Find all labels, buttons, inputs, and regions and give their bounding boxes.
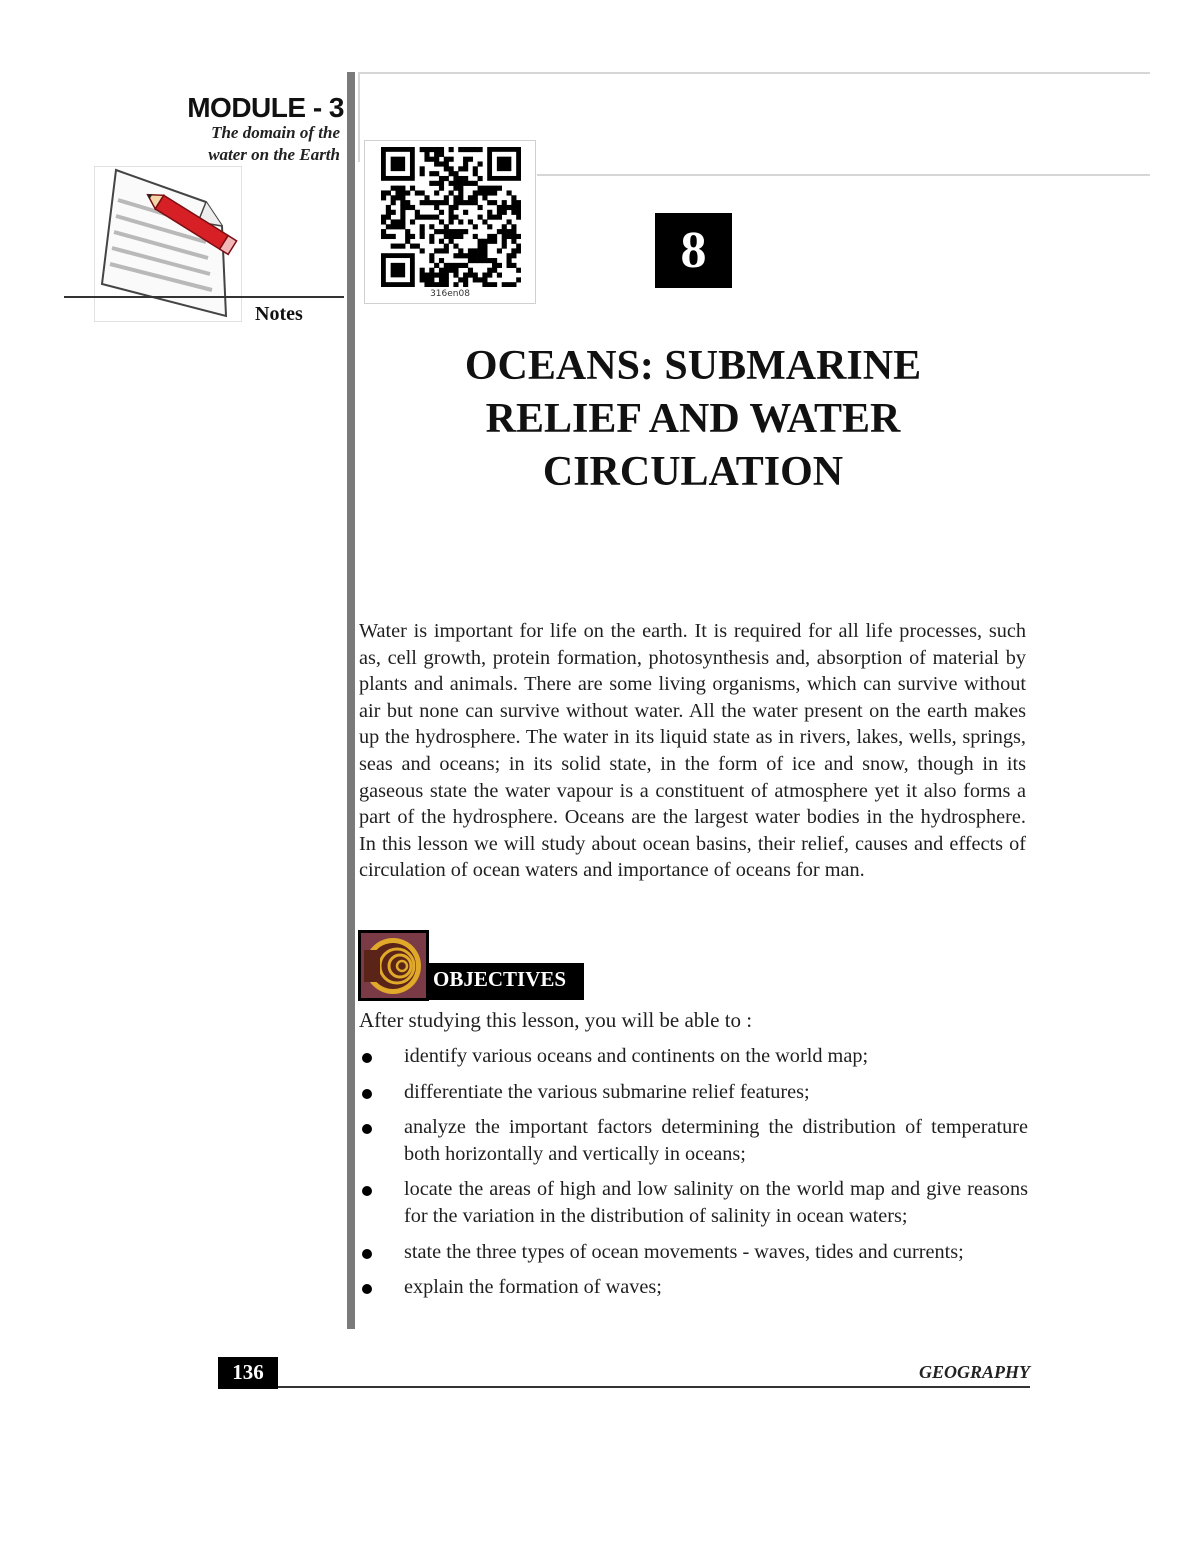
qr-code-box (364, 140, 536, 304)
module-title: MODULE - 3 (187, 92, 344, 123)
chapter-number: 8 (655, 213, 732, 288)
header-frame-line (358, 72, 1150, 74)
objective-item (356, 1176, 1028, 1229)
notepad-with-pencil-icon (94, 166, 242, 322)
objective-item (356, 1114, 1028, 1167)
bullet-icon (362, 1089, 372, 1099)
qr-code-label: 316en08 (430, 289, 470, 299)
objective-text: analyze the important factors determining the distribution of temperature both horizontally and vertically in oceans; (404, 1116, 1028, 1165)
margin-rule (347, 72, 355, 1329)
notes-label: Notes (255, 303, 303, 325)
objective-text: locate the areas of high and low salinity on the world map and give reasons for the variation in the distribution of salinity in ocean waters; (404, 1178, 1028, 1227)
objective-item (356, 1043, 1028, 1070)
bullet-icon (362, 1284, 372, 1294)
page-number: 136 (218, 1357, 278, 1389)
objective-text: explain the formation of waves; (404, 1276, 662, 1299)
module-subtitle-line-2: water on the Earth (208, 145, 340, 164)
objectives-list (356, 1043, 1028, 1301)
qr-code-icon (381, 147, 521, 287)
objective-text: state the three types of ocean movements - waves, tides and currents; (404, 1240, 964, 1263)
chapter-title-line-1: OCEANS: SUBMARINE (464, 343, 922, 389)
objective-text: identify various oceans and continents on the world map; (404, 1045, 869, 1067)
footer-rule (278, 1386, 1030, 1388)
header-frame-mid-line (537, 174, 1150, 176)
objectives-lead: After studying this lesson, you will be able to : (359, 1008, 753, 1032)
chapter-title-line-3: CIRCULATION (542, 449, 844, 495)
footer-subject: GEOGRAPHY (918, 1362, 1030, 1382)
chapter-title (380, 340, 1006, 499)
module-subtitle (150, 122, 340, 166)
objective-item (356, 1079, 1028, 1106)
bullet-icon (362, 1186, 372, 1196)
header-frame-left-line (358, 72, 360, 162)
intro-paragraph: Water is important for life on the earth. It is required for all life processes, such as, cell growth, protein formation, photosynthesis and, absorption of material by plants and animals. There are some living organisms, which can survive without air but none can survive without water. All the water present on the earth makes up the hydrosphere. The water in its liquid state as in rivers, lakes, wells, springs, seas and oceans; in its solid state, in the form of ice and snow, though in its gaseous state the water vapour is a constituent of atmosphere yet it also forms a part of the hydrosphere. Oceans are the largest water bodies in the hydrosphere. In this lesson we will study about ocean basins, their relief, causes and effects of circulation of ocean waters and importance of oceans for man. (359, 620, 1026, 882)
objective-item (356, 1239, 1028, 1266)
objectives-heading: OBJECTIVES (429, 963, 584, 1000)
module-subtitle-line-1: The domain of the (211, 123, 340, 142)
bullet-icon (362, 1249, 372, 1259)
bullet-icon (362, 1124, 372, 1134)
objective-text: differentiate the various submarine relief features; (404, 1080, 810, 1103)
target-spiral-icon (358, 930, 429, 1001)
notes-rule (64, 296, 344, 298)
chapter-title-line-2: RELIEF AND WATER (485, 396, 901, 442)
bullet-icon (362, 1053, 372, 1063)
objective-item (356, 1274, 1028, 1301)
